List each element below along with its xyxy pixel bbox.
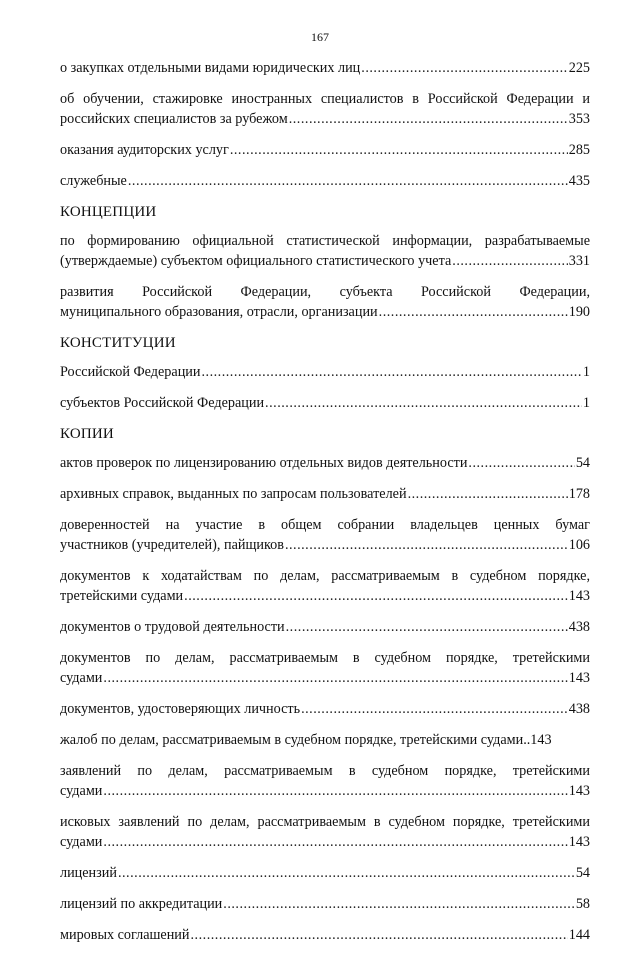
entry-line [60,699,590,719]
entry-term: документов о трудовой деятельности [60,619,285,635]
entry-page-number: 143 [568,588,590,604]
entry-page-number: 143 [568,670,590,686]
dot-leader [379,302,568,322]
entry-page-number: 285 [568,142,590,158]
index-entry [60,894,590,914]
index-entry [60,89,590,129]
entry-line [60,58,590,78]
index-entry [60,648,590,688]
entry-line [60,730,590,750]
dot-leader [118,863,575,883]
entry-line [60,535,590,555]
entry-page-number: 1 [582,364,590,380]
dot-leader [265,393,582,413]
entry-term: архивных справок, выданных по запросам пользователей [60,486,407,502]
entry-page-number: 106 [568,537,590,553]
entry-page-number: 438 [568,701,590,717]
entry-term: служебные [60,173,127,189]
index-entry [60,812,590,852]
entry-term: судами [60,834,103,850]
entry-page-number: 143 [530,732,552,748]
entry-term: документов, удостоверяющих личность [60,701,301,717]
index-content [60,58,590,956]
dot-leader [103,668,567,688]
index-entry [60,362,590,382]
entry-page-number: 190 [568,304,590,320]
dot-leader [361,58,567,78]
index-entry [60,925,590,945]
entry-term: судами [60,783,103,799]
entry-term: российских специалистов за рубежом [60,111,288,127]
entry-term: (утверждаемые) субъектом официального статистического учета [60,253,452,269]
entry-page-number: 353 [568,111,590,127]
entry-page-number: 438 [568,619,590,635]
index-entry [60,484,590,504]
entry-line [60,832,590,852]
index-entry [60,515,590,555]
entry-page-number: 178 [568,486,590,502]
entry-first-line: документов к ходатайствам по делам, рассматриваемым в судебном порядке, [60,568,590,584]
index-entry [60,617,590,637]
entry-term: оказания аудиторских услуг [60,142,229,158]
entry-page-number: 435 [568,173,590,189]
entry-line [60,894,590,914]
entry-first-line: исковых заявлений по делам, рассматриваемым в судебном порядке, третейскими [60,814,590,830]
entry-line [60,109,590,129]
entry-term: участников (учредителей), пайщиков [60,537,284,553]
index-entry [60,171,590,191]
entry-page-number: 1 [582,395,590,411]
index-entry [60,699,590,719]
dot-leader [191,925,568,945]
entry-first-line: по формированию официальной статистической информации, разрабатываемые [60,233,590,249]
entry-line [60,863,590,883]
entry-term: субъектов Российской Федерации [60,395,265,411]
entry-term: актов проверок по лицензированию отдельных видов деятельности [60,455,468,471]
entry-page-number: 54 [575,865,590,881]
entry-line [60,617,590,637]
dot-leader [285,535,568,555]
entry-line [60,362,590,382]
index-entry [60,566,590,606]
index-entry [60,393,590,413]
entry-term: жалоб по делам, рассматриваемым в судебном порядке, третейскими судами.. [60,732,531,748]
entry-term: о закупках отдельными видами юридических лиц [60,60,361,76]
entry-line [60,925,590,945]
dot-leader [103,832,567,852]
entry-first-line: заявлений по делам, рассматриваемым в судебном порядке, третейскими [60,763,590,779]
entry-page-number: 144 [568,927,590,943]
entry-line [60,781,590,801]
dot-leader [468,453,574,473]
entry-line [60,668,590,688]
entry-page-number: 225 [568,60,590,76]
entry-first-line: развития Российской Федерации, субъекта Российской Федерации, [60,284,590,300]
entry-term: третейскими судами [60,588,184,604]
dot-leader [301,699,568,719]
entry-term: мировых соглашений [60,927,190,943]
index-entry [60,140,590,160]
entry-page-number: 331 [568,253,590,269]
page-number: 167 [311,30,329,44]
entry-page-number: 54 [575,455,590,471]
dot-leader [128,171,568,191]
index-entry [60,863,590,883]
dot-leader [289,109,568,129]
section-heading: КОНСТИТУЦИИ [60,335,176,351]
dot-leader [103,781,567,801]
entry-page-number: 143 [568,834,590,850]
entry-first-line: документов по делам, рассматриваемым в судебном порядке, третейскими [60,650,590,666]
section-heading: КОПИИ [60,426,114,442]
dot-leader [286,617,568,637]
entry-line [60,171,590,191]
index-entry [60,282,590,322]
dot-leader [452,251,567,271]
entry-line [60,302,590,322]
entry-term: судами [60,670,103,686]
entry-line [60,586,590,606]
entry-term: лицензий [60,865,117,881]
index-entry [60,453,590,473]
index-entry [60,761,590,801]
index-entry [60,730,590,750]
dot-leader [223,894,575,914]
entry-line [60,251,590,271]
dot-leader [184,586,568,606]
entry-term: лицензий по аккредитации [60,896,223,912]
dot-leader [201,362,581,382]
entry-line [60,393,590,413]
section-heading: КОНЦЕПЦИИ [60,204,157,220]
entry-line [60,140,590,160]
index-entry [60,58,590,78]
index-entry [60,231,590,271]
entry-first-line: доверенностей на участие в общем собрании владельцев ценных бумаг [60,517,590,533]
dot-leader [230,140,568,160]
entry-term: Российской Федерации [60,364,201,380]
entry-line [60,484,590,504]
dot-leader [408,484,568,504]
entry-first-line: об обучении, стажировке иностранных специалистов в Российской Федерации и [60,91,590,107]
entry-line [60,453,590,473]
entry-page-number: 58 [575,896,590,912]
entry-page-number: 143 [568,783,590,799]
entry-term: муниципального образования, отрасли, организации [60,304,378,320]
